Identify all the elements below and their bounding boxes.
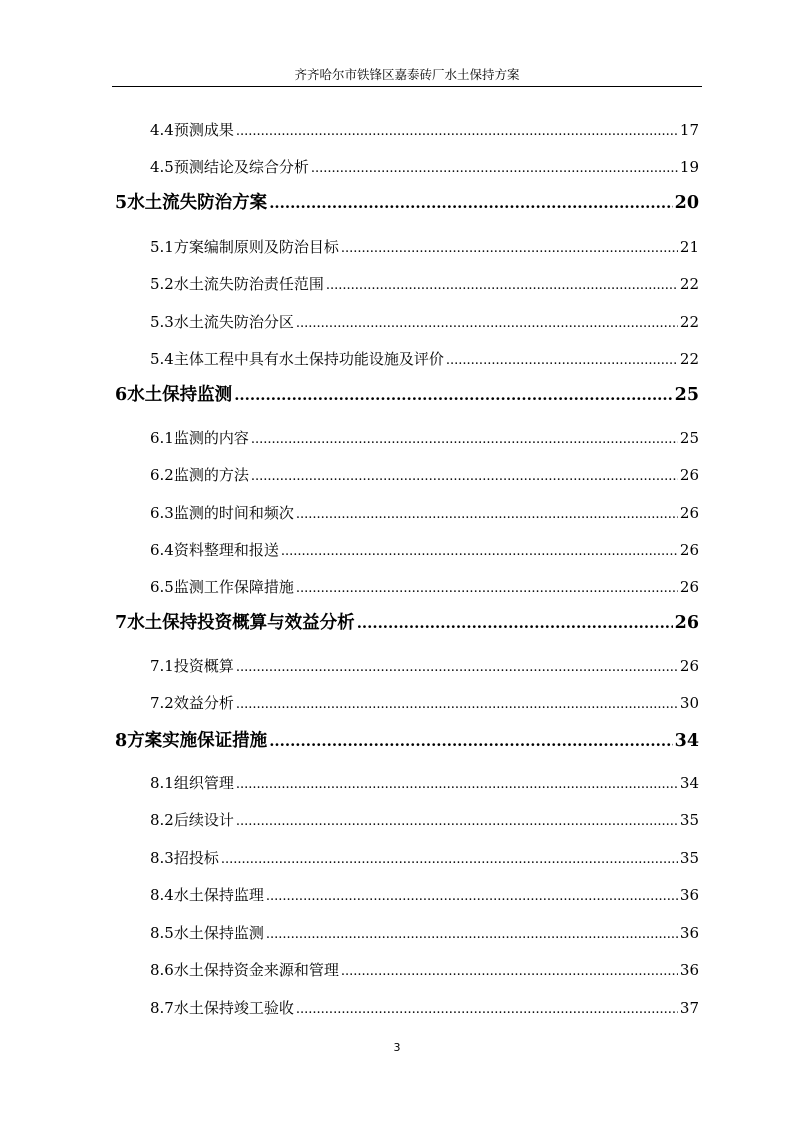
toc-entry-page: 19 (679, 158, 699, 176)
toc-entry-title: 后续设计 (173, 811, 234, 829)
toc-dot-leader (236, 814, 678, 829)
toc-dot-leader (326, 278, 678, 293)
toc-dot-leader (236, 697, 678, 712)
toc-entry-title: 方案实施保证措施 (127, 731, 268, 751)
toc-entry-number: 5.2 (150, 275, 174, 293)
toc-entry-number: 5.4 (150, 350, 174, 368)
toc-entry-number: 5.3 (150, 313, 174, 331)
toc-entry-title: 投资概算 (173, 657, 234, 675)
toc-entry-title: 水土流失防治方案 (127, 193, 268, 213)
toc-dot-leader (236, 660, 678, 675)
toc-entry-page: 37 (679, 999, 699, 1017)
toc-entry[interactable] (150, 655, 699, 677)
toc-entry-page: 36 (679, 924, 699, 942)
toc-dot-leader (341, 241, 678, 256)
toc-entry-number: 6.1 (150, 429, 174, 447)
toc-entry-number: 6.4 (150, 541, 174, 559)
toc-entry-page: 34 (679, 774, 699, 792)
toc-entry-title: 水土流失防治责任范围 (173, 275, 324, 293)
toc-entry[interactable] (150, 772, 699, 794)
toc-entry[interactable] (150, 884, 699, 906)
toc-dot-leader (446, 353, 678, 368)
toc-entry-page: 26 (679, 541, 699, 559)
toc-entry[interactable] (150, 156, 699, 178)
toc-dot-leader (266, 927, 678, 942)
toc-entry-number: 7 (115, 613, 128, 633)
toc-entry[interactable] (150, 809, 699, 831)
toc-entry-page: 26 (679, 578, 699, 596)
toc-entry-number: 8.4 (150, 886, 174, 904)
toc-dot-leader (234, 386, 672, 404)
toc-entry-title: 效益分析 (173, 694, 234, 712)
toc-entry-page: 22 (679, 275, 699, 293)
toc-entry-number: 6 (115, 385, 128, 405)
header-divider (112, 86, 702, 87)
toc-entry-title: 预测成果 (173, 121, 234, 139)
toc-entry-title: 组织管理 (173, 774, 234, 792)
toc-entry-page: 25 (679, 429, 699, 447)
toc-entry-number: 8.1 (150, 774, 174, 792)
toc-chapter-entry[interactable] (115, 727, 699, 753)
toc-entry[interactable] (150, 311, 699, 333)
toc-dot-leader (236, 124, 678, 139)
toc-entry-title: 资料整理和报送 (173, 541, 279, 559)
toc-dot-leader (281, 544, 678, 559)
toc-entry-title: 监测的方法 (173, 466, 249, 484)
toc-entry-title: 监测的内容 (173, 429, 249, 447)
toc-entry[interactable] (150, 847, 699, 869)
toc-entry[interactable] (150, 236, 699, 258)
toc-entry[interactable] (150, 997, 699, 1019)
toc-entry-page: 35 (679, 849, 699, 867)
toc-entry-page: 36 (679, 961, 699, 979)
toc-dot-leader (269, 194, 672, 212)
toc-entry-number: 6.5 (150, 578, 174, 596)
toc-entry[interactable] (150, 464, 699, 486)
toc-chapter-entry[interactable] (115, 609, 699, 635)
toc-entry-title: 水土保持竣工验收 (173, 999, 294, 1017)
toc-entry[interactable] (150, 119, 699, 141)
toc-dot-leader (341, 964, 678, 979)
toc-entry-page: 26 (679, 466, 699, 484)
toc-entry-page: 30 (679, 694, 699, 712)
toc-entry-number: 6.3 (150, 504, 174, 522)
toc-entry-number: 8.6 (150, 961, 174, 979)
toc-entry-title: 预测结论及综合分析 (173, 158, 309, 176)
toc-entry[interactable] (150, 692, 699, 714)
toc-entry-number: 8.3 (150, 849, 174, 867)
toc-entry-title: 水土保持监测 (127, 385, 233, 405)
toc-entry-title: 水土保持投资概算与效益分析 (127, 613, 355, 633)
toc-entry[interactable] (150, 273, 699, 295)
toc-entry-number: 5 (115, 193, 128, 213)
toc-entry-number: 6.2 (150, 466, 174, 484)
toc-dot-leader (236, 777, 678, 792)
toc-dot-leader (221, 852, 678, 867)
toc-dot-leader (266, 889, 678, 904)
toc-dot-leader (296, 581, 678, 596)
toc-entry-page: 22 (679, 313, 699, 331)
toc-entry-title: 招投标 (173, 849, 219, 867)
toc-dot-leader (269, 732, 672, 750)
toc-entry-page: 25 (674, 385, 699, 405)
toc-dot-leader (251, 432, 678, 447)
toc-entry-title: 水土保持监测 (173, 924, 264, 942)
toc-entry-number: 4.4 (150, 121, 174, 139)
toc-entry-page: 35 (679, 811, 699, 829)
toc-entry-title: 水土保持资金来源和管理 (173, 961, 339, 979)
toc-dot-leader (296, 507, 678, 522)
toc-entry-title: 主体工程中具有水土保持功能设施及评价 (173, 350, 444, 368)
toc-entry-number: 8 (115, 731, 128, 751)
toc-entry-number: 8.2 (150, 811, 174, 829)
toc-entry-title: 水土保持监理 (173, 886, 264, 904)
running-header: 齐齐哈尔市铁锋区嘉泰砖厂水土保持方案 (294, 67, 520, 82)
toc-entry-page: 36 (679, 886, 699, 904)
toc-entry-title: 水土流失防治分区 (173, 313, 294, 331)
toc-entry-number: 7.1 (150, 657, 174, 675)
toc-entry-number: 4.5 (150, 158, 174, 176)
toc-entry-page: 26 (679, 657, 699, 675)
toc-dot-leader (296, 1002, 678, 1017)
toc-entry-page: 34 (674, 731, 699, 751)
toc-dot-leader (357, 614, 673, 632)
toc-entry-number: 8.7 (150, 999, 174, 1017)
page-number: 3 (393, 1041, 401, 1054)
toc-entry-page: 26 (679, 504, 699, 522)
toc-entry[interactable] (150, 502, 699, 524)
toc-dot-leader (296, 316, 678, 331)
toc-entry[interactable] (150, 427, 699, 449)
toc-chapter-entry[interactable] (115, 189, 699, 215)
toc-entry-title: 监测工作保障措施 (173, 578, 294, 596)
toc-entry-number: 5.1 (150, 238, 174, 256)
toc-entry[interactable] (150, 539, 699, 561)
toc-entry[interactable] (150, 576, 699, 598)
toc-entry[interactable] (150, 348, 699, 370)
toc-entry-page: 21 (679, 238, 699, 256)
toc-entry-title: 监测的时间和频次 (173, 504, 294, 522)
toc-entry-number: 8.5 (150, 924, 174, 942)
toc-entry-page: 26 (674, 613, 699, 633)
toc-entry-title: 方案编制原则及防治目标 (173, 238, 339, 256)
toc-entry[interactable] (150, 959, 699, 981)
toc-dot-leader (251, 469, 678, 484)
toc-chapter-entry[interactable] (115, 381, 699, 407)
toc-entry-number: 7.2 (150, 694, 174, 712)
toc-entry[interactable] (150, 922, 699, 944)
toc-entry-page: 22 (679, 350, 699, 368)
toc-entry-page: 20 (674, 193, 699, 213)
toc-dot-leader (311, 161, 678, 176)
toc-entry-page: 17 (679, 121, 699, 139)
